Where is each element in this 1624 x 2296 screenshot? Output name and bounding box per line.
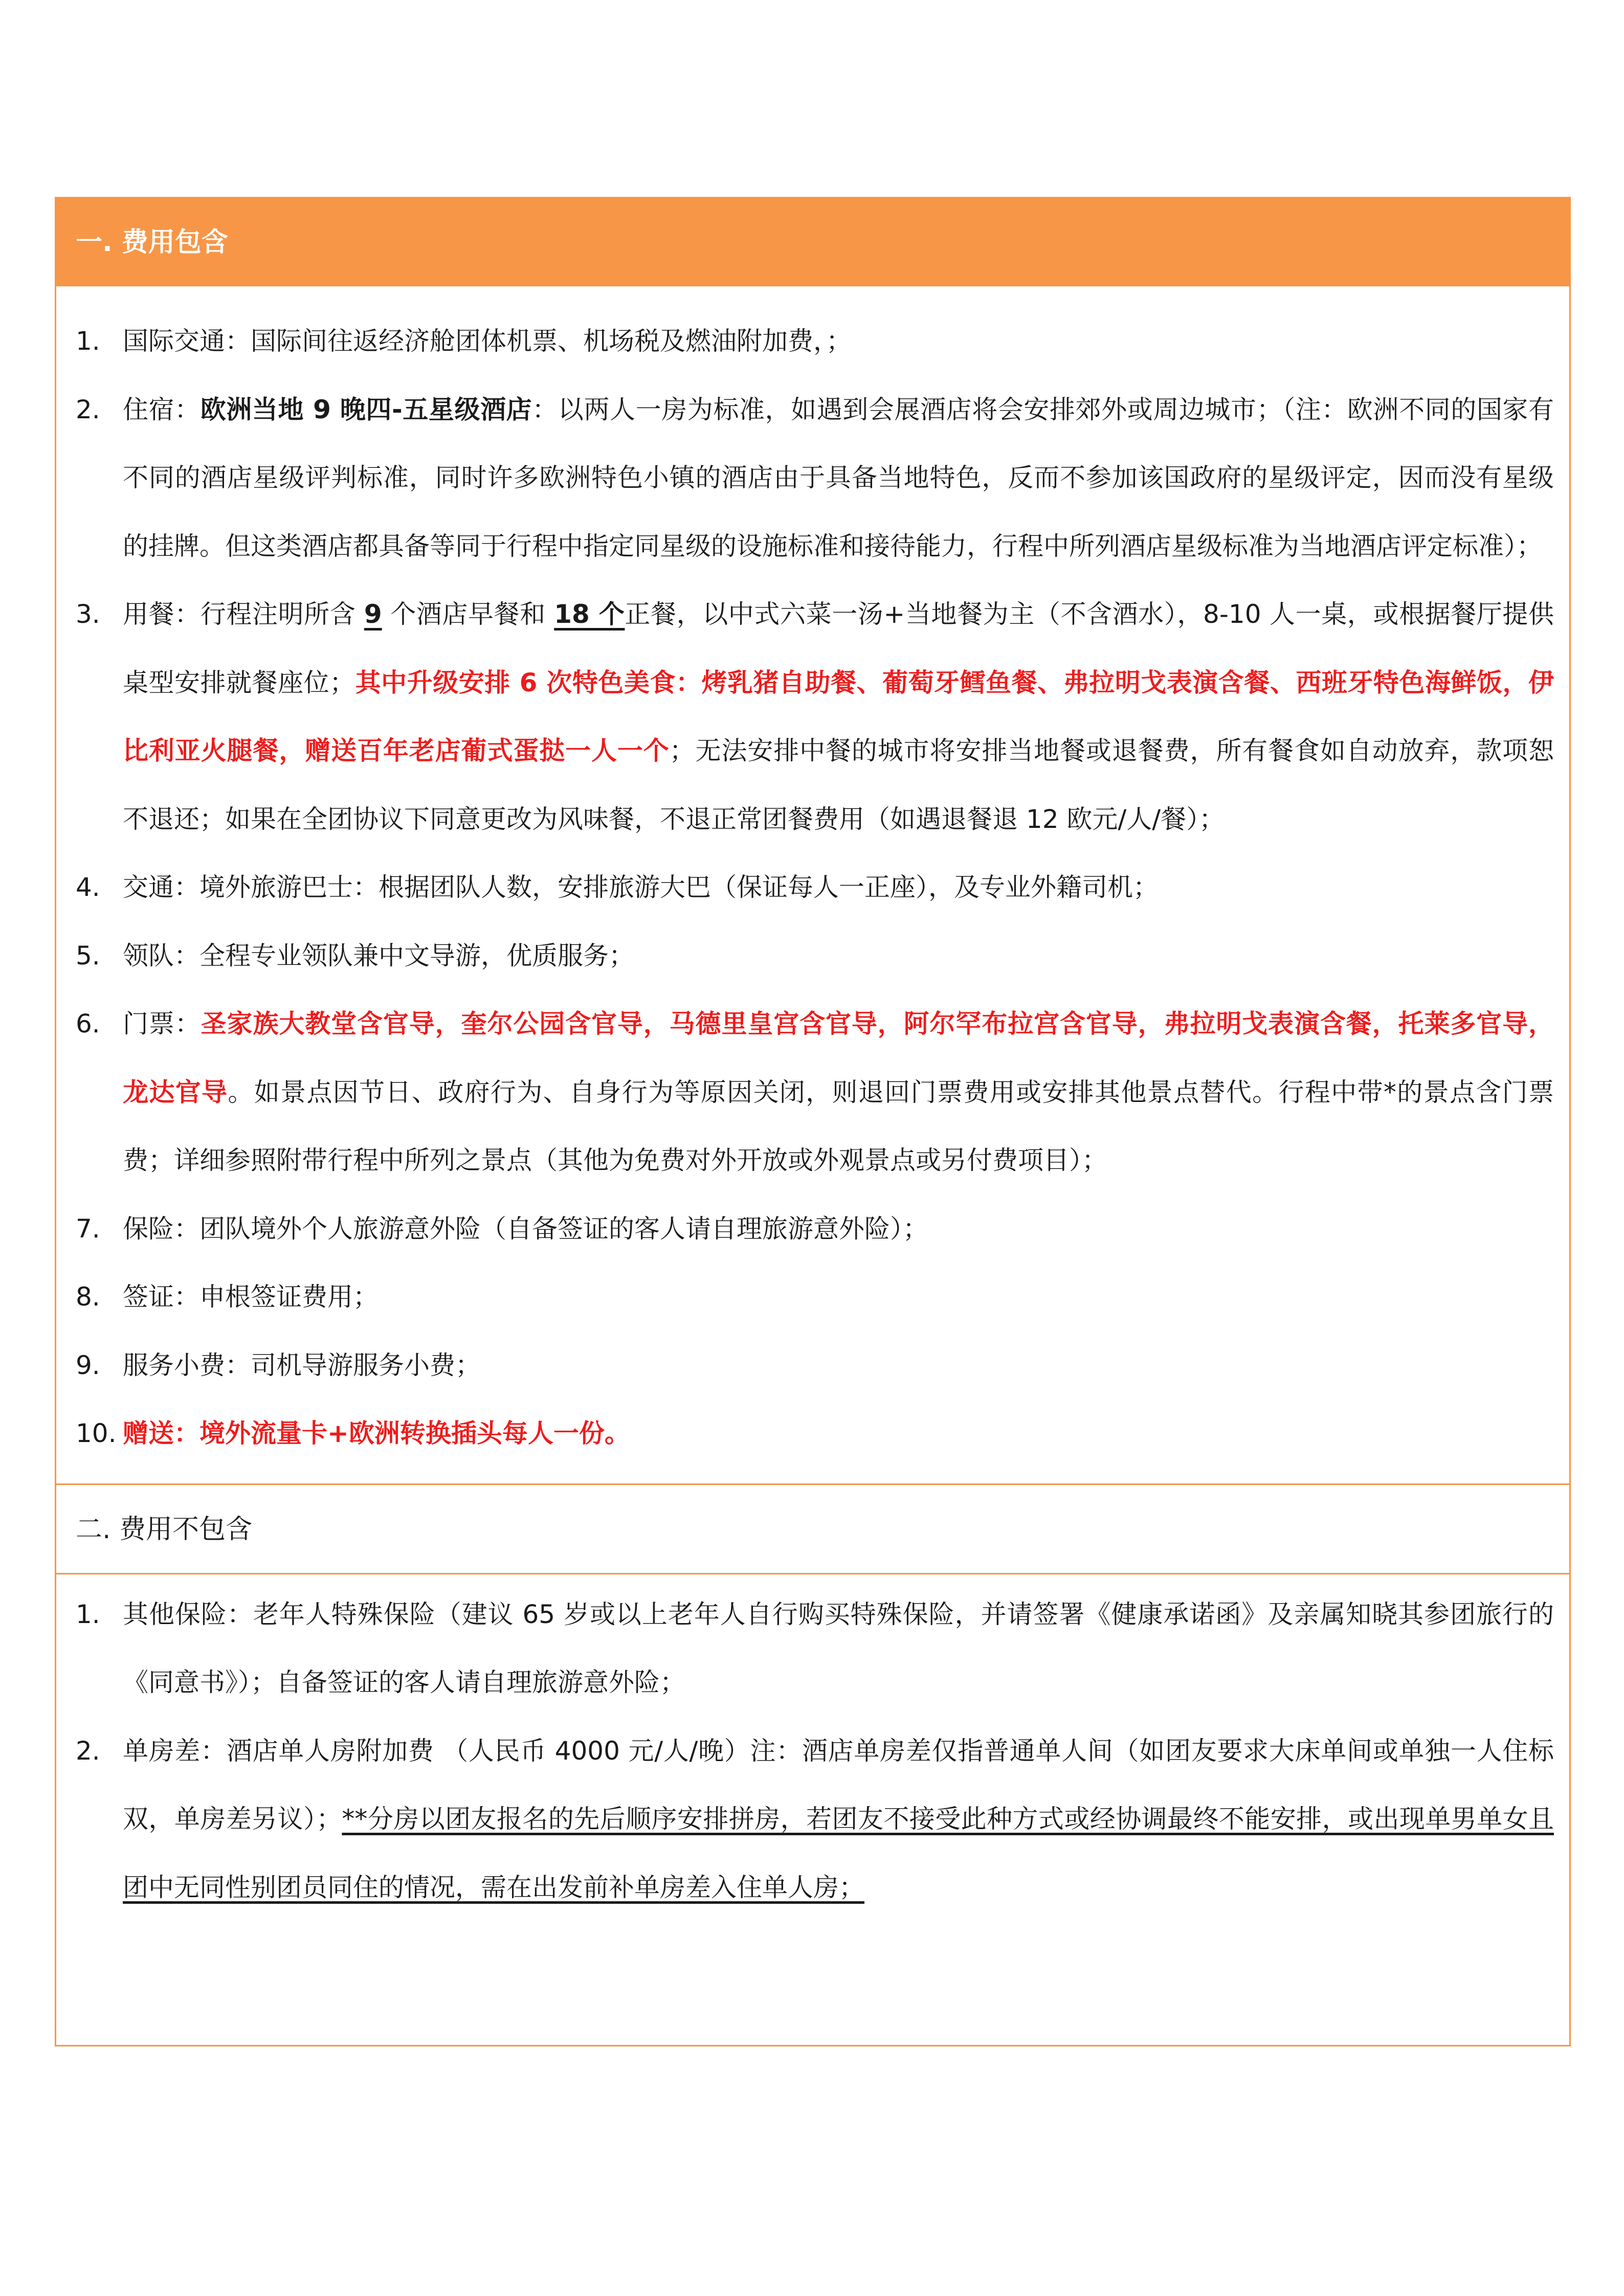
item-text: 酒店单人房附加费 （人民币 4000 元/人/晚）注：酒店单房差仅指普通单人间（如团友要求大床单间或单独一人住标双，单房差另议）； <box>123 1736 1554 1834</box>
item-label: 保险： <box>123 1213 199 1244</box>
item-text: 老年人特殊保险（建议 65 岁或以上老年人自行购买特殊保险，并请签署《健康承诺函》及亲属知晓其参团旅行的《同意书》）；自备签证的客人请自理旅游意外险； <box>123 1599 1554 1697</box>
tickets-highlight: 圣家族大教堂含官导，奎尔公园含官导，马德里皇宫含官导，阿尔罕布拉宫含官导，弗拉明戈表演含餐，托莱多官导，龙达官导 <box>123 1009 1554 1107</box>
meal-count: 18 个 <box>554 599 625 629</box>
list-item <box>56 580 1569 853</box>
item-label: 用餐： <box>123 599 201 629</box>
list-item <box>56 1581 1569 1717</box>
item-number: 5. <box>76 940 100 971</box>
section-header-excluded: 二. 费用不包含 <box>56 1485 1569 1574</box>
item-number: 7. <box>76 1213 100 1244</box>
list-item <box>56 922 1569 991</box>
section-header-included: 一. 费用包含 <box>56 198 1569 286</box>
list-item <box>56 1263 1569 1332</box>
item-text: 团队境外个人旅游意外险（自备签证的客人请自理旅游意外险）； <box>199 1213 928 1244</box>
list-item <box>56 1717 1569 1922</box>
item-number: 4. <box>76 872 100 902</box>
item-number: 1. <box>76 326 100 356</box>
item-text: 司机导游服务小费； <box>251 1350 481 1380</box>
item-number: 3. <box>76 599 100 629</box>
item-text: ：以两人一房为标准，如遇到会展酒店将会安排郊外或周边城市；（注：欧洲不同的国家有不同的酒店星级评判标准，同时许多欧洲特色小镇的酒店由于具备当地特色，反而不参加该国政府的星级评定，因而没有星级的挂牌。但这类酒店都具备等同于行程中指定同星级的设施标准和接待能力，行程中所列酒店星级标准为当地酒店评定标准）； <box>123 394 1554 561</box>
item-number: 8. <box>76 1282 100 1312</box>
item-label: 领队： <box>123 940 199 971</box>
list-item <box>56 376 1569 581</box>
item-text: ；无法安排中餐的城市将安排当地餐或退餐费，所有餐食如自动放弃，款项恕不退还；如果在全团协议下同意更改为风味餐，不退正常团餐费用（如遇退餐退 12 欧元/人/餐）； <box>123 736 1554 834</box>
item-label: 住宿： <box>123 394 201 424</box>
room-sharing-note: **分房以团友报名的先后顺序安排拼房，若团友不接受此种方式或经协调最终不能安排，或出现单男单女且团中无同性别团员同住的情况，需在出发前补单房差入住单人房； <box>123 1804 1554 1902</box>
item-text: 境外旅游巴士：根据团队人数，安排旅游大巴（保证每人一正座），及专业外籍司机； <box>199 872 1159 902</box>
item-label: 单房差： <box>123 1736 227 1766</box>
list-item <box>56 1400 1569 1468</box>
item-label: 交通： <box>123 872 199 902</box>
item-text: 正餐，以中式六菜一汤+当地餐为主（不含酒水），8-10 人一桌，或根据餐厅提供桌型安排就餐座位； <box>123 599 1554 697</box>
item-label: 其他保险： <box>123 1599 253 1629</box>
item-label: 服务小费： <box>123 1350 251 1380</box>
item-label: 国际交通： <box>123 326 251 356</box>
fee-table <box>55 197 1571 2046</box>
list-item <box>56 1195 1569 1264</box>
item-text: 。如景点因节日、政府行为、自身行为等原因关闭，则退回门票费用或安排其他景点替代。行程中带*的景点含门票费；详细参照附带行程中所列之景点（其他为免费对外开放或外观景点或另付费项目）； <box>123 1077 1554 1175</box>
gift-highlight: 赠送：境外流量卡+欧洲转换插头每人一份。 <box>123 1419 630 1448</box>
list-item <box>56 853 1569 922</box>
item-label: 签证： <box>123 1282 199 1312</box>
included-list <box>56 286 1569 1468</box>
special-meals-highlight: 其中升级安排 6 次特色美食：烤乳猪自助餐、葡萄牙鳕鱼餐、弗拉明戈表演含餐、西班牙特色海鲜饭，伊比利亚火腿餐，赠送百年老店葡式蛋挞一人一个 <box>123 667 1554 766</box>
item-number: 6. <box>76 1009 100 1039</box>
excluded-list <box>56 1574 1569 1922</box>
item-label: 门票： <box>123 1009 201 1039</box>
list-item <box>56 1332 1569 1400</box>
item-text: 国际间往返经济舱团体机票、机场税及燃油附加费，； <box>251 326 852 356</box>
item-text: 行程注明所含 <box>200 599 364 629</box>
breakfast-count: 9 <box>364 599 382 629</box>
list-item <box>56 307 1569 376</box>
item-number: 1. <box>76 1599 100 1629</box>
item-number: 10. <box>76 1419 117 1448</box>
item-text: 个酒店早餐和 <box>382 599 554 629</box>
list-item <box>56 990 1569 1195</box>
item-number: 9. <box>76 1350 100 1380</box>
item-text: 全程专业领队兼中文导游，优质服务； <box>199 940 634 971</box>
item-text: 申根签证费用； <box>199 1282 379 1312</box>
item-number: 2. <box>76 1736 100 1766</box>
item-number: 2. <box>76 394 100 424</box>
hotel-highlight: 欧洲当地 9 晚四-五星级酒店 <box>200 394 532 424</box>
